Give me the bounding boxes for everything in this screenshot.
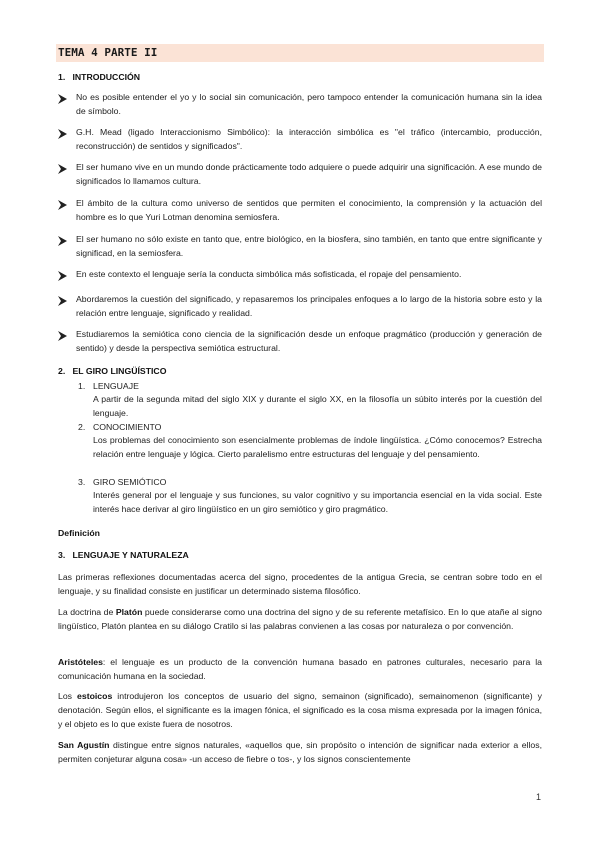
arrow-bullet-icon — [58, 296, 68, 306]
arrow-bullet-icon — [58, 331, 68, 341]
list-item-title: LENGUAJE — [93, 381, 139, 391]
text-run: introdujeron los conceptos de usuario del signo, semainon (significado), semainomenon (significante) y denotación. Según ellos, el significante es la imagen fónica, el significado es la cosa misma expresada por la imagen fónica, y el objeto es lo que existe fuera de nosotros. — [58, 691, 542, 729]
bold-term: San Agustín — [58, 740, 110, 750]
text-run: puede considerarse como una doctrina del signo y de su referente metafísico. En lo que atañe al signo lingüístico, Platón plantea en su diálogo Cratilo si las palabras convienen a las cosas por naturaleza o por convención. — [58, 607, 542, 631]
list-number: 2. — [78, 422, 86, 432]
list-item-text: Los problemas del conocimiento son esencialmente problemas de índole lingüística. ¿Cómo conocemos? Estrecha relación entre lenguaje y lógica. Cierto paralelismo entre estructuras del lenguaje y del pensamiento. — [93, 435, 542, 459]
paragraph-aristoteles — [58, 655, 542, 683]
section-2-heading: 2. EL GIRO LINGÜÍSTICO — [58, 366, 167, 376]
paragraph-estoicos — [58, 689, 542, 731]
bullet-item: El ser humano no sólo existe en tanto que, entre biológico, en la biosfera, sino también, en tanto que entre significante y significad, en la semiosfera. — [76, 234, 542, 258]
section-3-heading: 3. LENGUAJE Y NATURALEZA — [58, 550, 189, 560]
bullet-item: Estudiaremos la semiótica cono ciencia de la significación desde un enfoque pragmático (producción y generación de sentido) y desde la perspectiva semiótica estructural. — [76, 329, 542, 353]
arrow-bullet-icon — [58, 129, 68, 139]
list-item-text: Interés general por el lenguaje y sus funciones, su valor cognitivo y su importancia esencial en la vida social. Este interés hace derivar al giro lingüístico en un giro semiótico y giro pragmático. — [93, 490, 542, 514]
arrow-bullet-icon — [58, 271, 68, 281]
bullet-item: No es posible entender el yo y lo social sin comunicación, pero tampoco entender la comunicación humana sin la idea de símbolo. — [76, 92, 542, 116]
paragraph-platon — [58, 605, 542, 633]
text-run: La doctrina de — [58, 607, 116, 617]
list-item-title: CONOCIMIENTO — [93, 422, 162, 432]
arrow-bullet-icon — [58, 200, 68, 210]
definition-label: Definición — [58, 528, 100, 538]
list-item-title: GIRO SEMIÓTICO — [93, 477, 167, 487]
text-run: distingue entre signos naturales, «aquellos que, sin propósito o intención de significar nada exterior a ellos, permiten conjeturar alguna cosa» -un acceso de fiebre o tos-, y los signos conscientemente — [58, 740, 542, 764]
bullet-item: Abordaremos la cuestión del significado, y repasaremos los principales enfoques a lo largo de la historia sobre esto y la relación entre lenguaje, significado y realidad. — [76, 294, 542, 318]
bullet-item: El ámbito de la cultura como universo de sentidos que permiten el conocimiento, la comprensión y la actuación del hombre es lo que Yuri Lotman denomina semiosfera. — [76, 198, 542, 222]
bold-term: Platón — [115, 607, 143, 617]
bullet-item: El ser humano vive en un mundo donde prácticamente todo adquiere o puede adquirir una significación. A ese mundo de significados lo llamamos cultura. — [76, 162, 542, 186]
list-item-text: A partir de la segunda mitad del siglo XIX y durante el siglo XX, en la filosofía un súbito interés por la cuestión del lenguaje. — [93, 394, 542, 418]
document-title: TEMA 4 PARTE II — [58, 46, 158, 59]
bullet-item: G.H. Mead (ligado Interaccionismo Simbólico): la interacción simbólica es "el tráfico (intercambio, producción, reconstrucción) de sentidos y significados". — [76, 127, 542, 151]
list-number: 3. — [78, 477, 86, 487]
list-number: 1. — [78, 381, 86, 391]
paragraph-san-agustin — [58, 738, 542, 766]
text-run: Los — [58, 691, 78, 701]
bold-term: estoicos — [77, 691, 113, 701]
bold-term: Aristóteles — [58, 657, 103, 667]
arrow-bullet-icon — [58, 236, 68, 246]
page-number: 1 — [536, 792, 542, 802]
arrow-bullet-icon — [58, 164, 68, 174]
text-run: : el lenguaje es un producto de la convención humana basado en patrones culturales, necesario para la comunicación humana en la sociedad. — [58, 657, 542, 681]
paragraph: Las primeras reflexiones documentadas acerca del signo, procedentes de la antigua Grecia, se centran sobre todo en el lenguaje, y su finalidad consiste en justificar un determinado sistema filosófico. — [58, 572, 542, 596]
bullet-item: En este contexto el lenguaje sería la conducta simbólica más sofisticada, el ropaje del pensamiento. — [76, 269, 462, 279]
section-1-heading: 1. INTRODUCCIÓN — [58, 72, 141, 82]
arrow-bullet-icon — [58, 94, 68, 104]
